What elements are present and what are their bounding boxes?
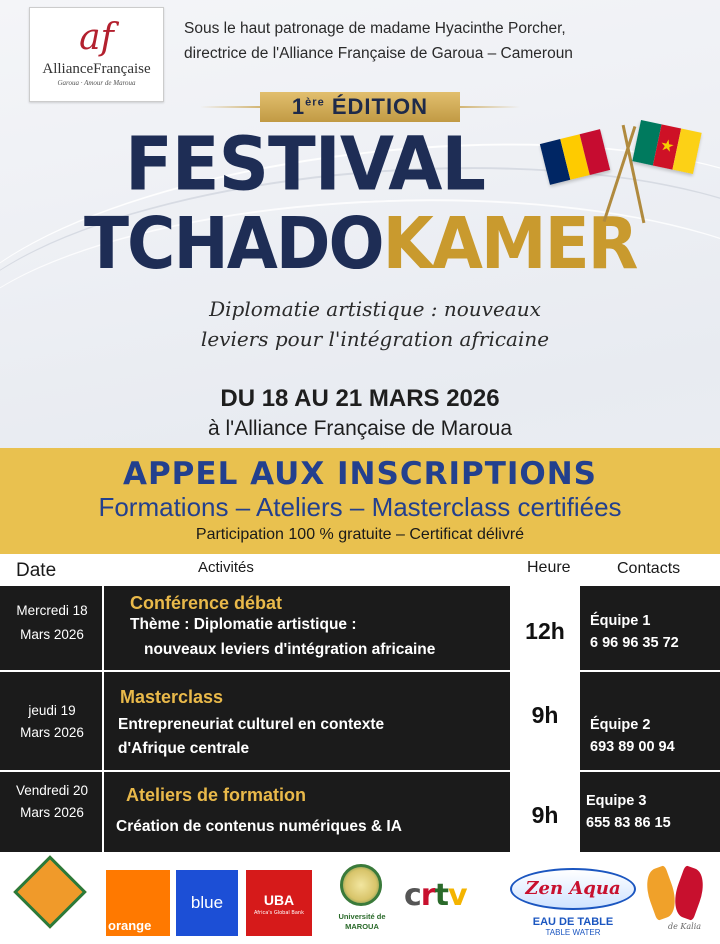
zen-aqua-caption-en: TABLE WATER: [545, 928, 601, 937]
session-types: Formations – Ateliers – Masterclass certifiées: [98, 492, 622, 522]
activity-title: Ateliers de formation: [126, 785, 307, 805]
contact-cell: [580, 672, 720, 772]
festival-venue: à l'Alliance Française de Maroua: [208, 417, 512, 440]
contact-cell: [580, 772, 720, 854]
team-phone: 655 83 86 15: [586, 815, 671, 831]
poster-header: [0, 0, 720, 448]
call-for-registrations: APPEL AUX INSCRIPTIONS: [122, 456, 598, 492]
festival-name-part-b: KAMER: [382, 201, 637, 286]
patronage-text: [184, 16, 704, 66]
activity-hour: 9h: [531, 702, 559, 728]
activity-text-line-2: d'Afrique centrale: [118, 740, 250, 757]
team-phone: 693 89 00 94: [590, 739, 675, 755]
date-cell: [0, 672, 104, 772]
af-logo-name: AllianceFrançaise: [42, 61, 151, 77]
uba-logo-text: UBA: [263, 892, 295, 908]
crtv-letter: r: [420, 878, 435, 913]
crossed-flags: [540, 118, 720, 228]
zen-aqua-caption: EAU DE TABLE: [532, 916, 614, 928]
activity-hour: 12h: [525, 618, 565, 644]
activity-hour: 9h: [531, 802, 559, 828]
activity-cell: [104, 586, 510, 672]
crtv-logo: [404, 876, 498, 916]
patronage-line-1: Sous le haut patronage de madame Hyacinthe Porcher,: [184, 20, 566, 37]
kalia-logo-text: de Kalia: [668, 922, 702, 931]
sponsor-logos: [0, 854, 720, 944]
hour-cell: [510, 586, 580, 672]
team-name: Équipe 1: [590, 613, 651, 629]
university-seal-icon: [340, 864, 382, 906]
uba-logo-subtext: Africa's Global Bank: [254, 910, 304, 916]
patronage-line-2: directrice de l'Alliance Française de Garoua – Cameroun: [184, 45, 573, 62]
table-row: [0, 586, 720, 672]
edition-label: ÉDITION: [331, 94, 429, 119]
af-logo-tagline: Garoua · Amour de Maroua: [57, 79, 136, 87]
program-table: [0, 554, 720, 854]
edition-number: 1: [291, 94, 306, 119]
activity-text-line-2: nouveaux leviers d'intégration africaine: [144, 641, 436, 658]
festival-name-part-a: TCHADO: [84, 201, 383, 286]
activity-cell: [104, 672, 510, 772]
hour-cell: [510, 772, 580, 854]
crtv-letter: c: [404, 878, 421, 913]
team-name: Équipe 2: [590, 717, 651, 733]
festival-title-line-1: FESTIVAL: [124, 120, 486, 208]
row-date-month: Mars 2026: [20, 725, 84, 740]
chad-flag: [540, 129, 610, 185]
column-header-activities: Activités: [198, 559, 254, 576]
star-icon: ★: [658, 134, 677, 157]
blue-logo: blue: [176, 870, 238, 936]
af-logo-mark: af: [79, 17, 114, 58]
edition-ribbon: [200, 90, 520, 124]
date-cell: [0, 772, 104, 854]
date-cell: [0, 586, 104, 672]
row-date-day: Vendredi 20: [15, 783, 89, 798]
row-date-day: Mercredi 18: [16, 603, 88, 618]
row-date-month: Mars 2026: [20, 627, 84, 642]
orange-logo-text: orange: [108, 918, 152, 933]
column-header-contacts: Contacts: [617, 560, 681, 577]
activity-text-line-1: Thème : Diplomatie artistique :: [130, 616, 357, 633]
activity-text-line-1: Entrepreneuriat culturel en contexte: [118, 716, 385, 733]
registration-banner: [0, 448, 720, 554]
column-header-date: Date: [16, 560, 57, 581]
cultural-association-logo: [13, 855, 87, 929]
row-date-month: Mars 2026: [20, 805, 84, 820]
festival-theme: [150, 294, 600, 354]
participation-note: Participation 100 % gratuite – Certificat délivré: [195, 526, 525, 543]
column-header-hour: Heure: [527, 559, 571, 576]
theme-line-1: Diplomatie artistique : nouveaux: [209, 297, 541, 321]
activity-title: Masterclass: [120, 687, 224, 707]
edition-badge: [260, 92, 460, 122]
activity-text-line-1: Création de contenus numériques & IA: [116, 818, 402, 835]
team-name: Equipe 3: [586, 793, 647, 809]
theme-line-2: leviers pour l'intégration africaine: [200, 327, 550, 351]
table-row: [0, 672, 720, 772]
crtv-letter: v: [447, 878, 467, 913]
table-row: [0, 772, 720, 854]
zen-aqua-logo: Zen Aqua: [510, 868, 636, 910]
edition-suffix: ère: [305, 96, 325, 109]
kalia-logo-shape: [668, 865, 710, 921]
university-logo-text: Université de MAROUA: [338, 912, 386, 931]
activity-cell: [104, 772, 510, 854]
crtv-letter: t: [434, 878, 448, 913]
team-phone: 6 96 96 35 72: [590, 635, 679, 651]
row-date-day: jeudi 19: [28, 703, 76, 718]
festival-dates: DU 18 AU 21 MARS 2026: [220, 385, 500, 412]
alliance-francaise-logo: [29, 7, 164, 102]
activity-title: Conférence débat: [130, 593, 283, 613]
cameroon-flag: [632, 120, 701, 174]
hour-cell: [510, 672, 580, 772]
kalia-logo: [644, 864, 710, 936]
contact-cell: [580, 586, 720, 672]
uba-logo: [246, 870, 312, 936]
